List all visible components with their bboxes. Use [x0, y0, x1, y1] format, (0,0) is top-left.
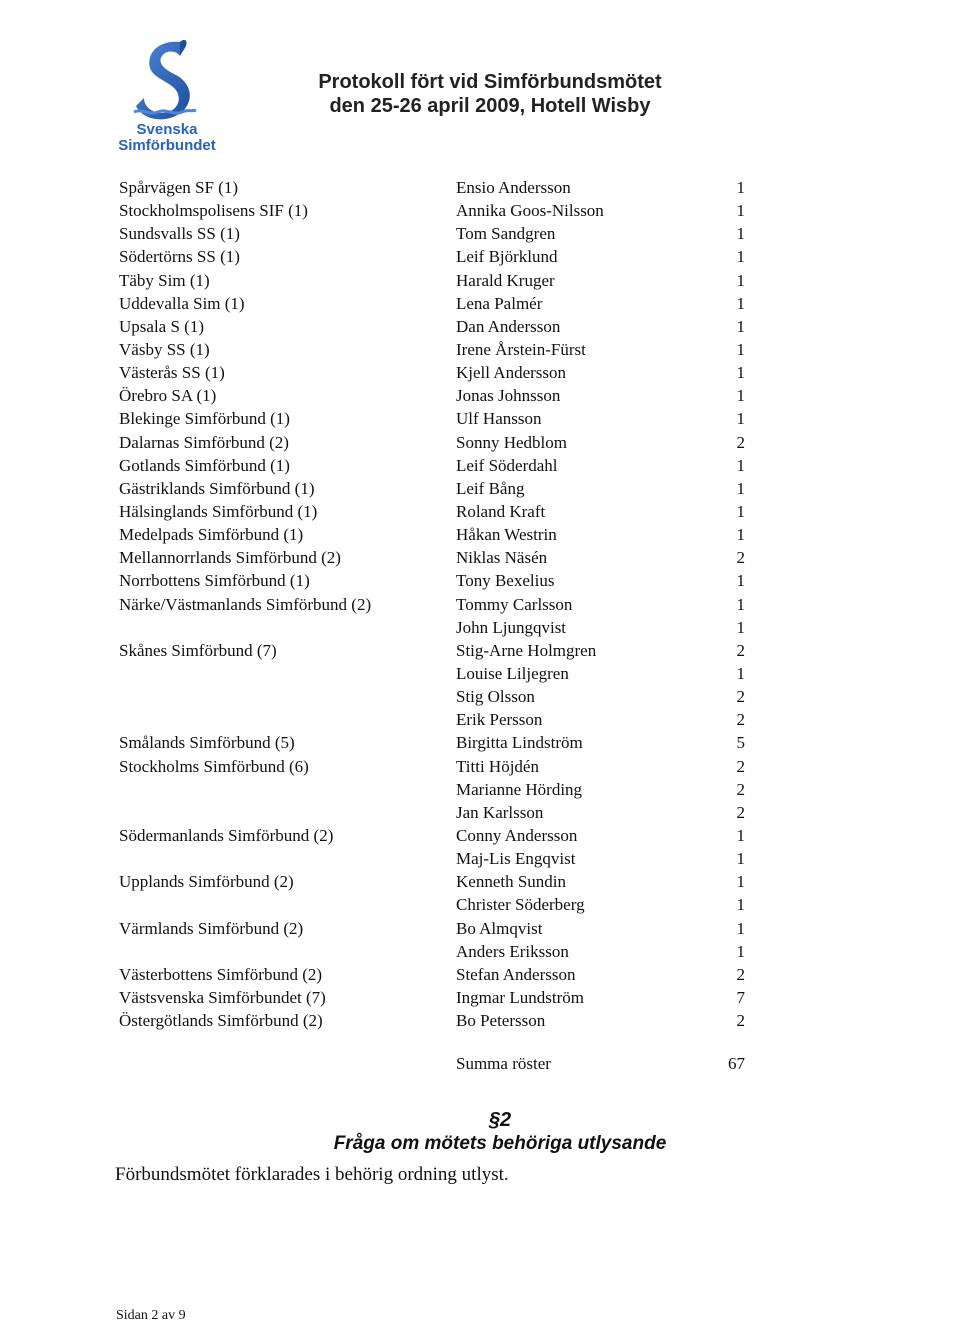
club-cell: Täby Sim (1)	[119, 270, 210, 290]
votes-cell: 1	[736, 455, 745, 475]
name-cell: Ensio Andersson	[456, 178, 571, 197]
votes-cell: 1	[736, 849, 745, 869]
logo-line-2: Simförbundet	[118, 137, 216, 154]
name-cell: Bo Almqvist	[456, 918, 543, 938]
votes-cell: 1	[736, 224, 745, 244]
votes-cell: 2	[736, 640, 745, 660]
name-cell: Louise Liljegren	[456, 663, 569, 683]
name-cell: Bo Petersson	[456, 1011, 546, 1031]
table-row	[0, 847, 960, 870]
club-cell: Västsvenska Simförbundet (7)	[119, 987, 326, 1007]
votes-cell: 1	[736, 478, 745, 498]
votes-cell: 1	[736, 316, 745, 336]
table-row	[0, 662, 960, 685]
table-row	[0, 361, 960, 384]
name-cell: Kenneth Sundin	[456, 872, 567, 892]
table-row	[0, 199, 960, 222]
club-cell: Gotlands Simförbund (1)	[119, 455, 290, 475]
table-row	[0, 454, 960, 477]
votes-cell: 1	[736, 270, 745, 290]
name-cell: John Ljungqvist	[456, 617, 567, 637]
name-cell: Ulf Hansson	[456, 409, 542, 429]
section-title: Fråga om mötets behöriga utlysande	[333, 1133, 667, 1154]
name-cell: Tommy Carlsson	[456, 594, 573, 614]
votes-cell: 2	[736, 779, 745, 799]
name-cell: Marianne Hörding	[456, 779, 583, 799]
name-cell: Leif Björklund	[456, 247, 558, 267]
table-row	[0, 477, 960, 500]
club-cell: Gästriklands Simförbund (1)	[119, 478, 315, 498]
votes-cell: 1	[736, 663, 745, 683]
table-row	[0, 870, 960, 893]
votes-cell: 1	[736, 363, 745, 383]
table-row	[0, 755, 960, 778]
club-cell: Väsby SS (1)	[119, 339, 210, 359]
table-row	[0, 593, 960, 616]
table-row	[0, 801, 960, 824]
votes-cell: 1	[736, 872, 745, 892]
name-cell: Dan Andersson	[456, 316, 561, 336]
votes-cell: 7	[736, 987, 745, 1007]
votes-cell: 2	[736, 548, 745, 568]
table-row	[0, 639, 960, 662]
name-cell: Birgitta Lindström	[456, 733, 583, 753]
name-cell: Niklas Näsén	[456, 548, 548, 568]
votes-cell: 2	[736, 1011, 745, 1031]
votes-cell: 1	[736, 825, 745, 845]
name-cell: Maj-Lis Engqvist	[456, 849, 576, 869]
table-row	[0, 963, 960, 986]
name-cell: Jonas Johnsson	[456, 386, 561, 406]
voting-table	[0, 176, 960, 1032]
table-row	[0, 500, 960, 523]
name-cell: Stefan Andersson	[456, 964, 576, 984]
votes-cell: 1	[736, 895, 745, 915]
section-heading	[300, 1108, 700, 1156]
table-row	[0, 292, 960, 315]
table-row	[0, 778, 960, 801]
name-cell: Stig Olsson	[456, 687, 535, 707]
name-cell: Tom Sandgren	[456, 224, 556, 244]
club-cell: Örebro SA (1)	[119, 386, 217, 406]
name-cell: Håkan Westrin	[456, 525, 557, 545]
section-body: Förbundsmötet förklarades i behörig ordning utlyst.	[115, 1164, 509, 1185]
votes-cell: 2	[736, 964, 745, 984]
name-cell: Stig-Arne Holmgren	[456, 640, 597, 660]
name-cell: Erik Persson	[456, 710, 543, 730]
name-cell: Roland Kraft	[456, 501, 546, 521]
table-row	[0, 917, 960, 940]
club-cell: Upsala S (1)	[119, 316, 204, 336]
votes-cell: 1	[736, 293, 745, 313]
club-cell: Uddevalla Sim (1)	[119, 293, 245, 313]
name-cell: Titti Höjdén	[456, 756, 539, 776]
club-cell: Stockholmspolisens SIF (1)	[119, 201, 308, 221]
table-row	[0, 731, 960, 754]
table-row	[0, 685, 960, 708]
votes-cell: 1	[736, 201, 745, 221]
name-cell: Lena Palmér	[456, 293, 543, 313]
club-cell: Värmlands Simförbund (2)	[119, 918, 304, 938]
votes-cell: 2	[736, 432, 745, 452]
table-row	[0, 1009, 960, 1032]
table-row	[0, 569, 960, 592]
name-cell: Conny Andersson	[456, 825, 578, 845]
section-number: §2	[488, 1109, 512, 1131]
club-cell: Smålands Simförbund (5)	[119, 733, 295, 753]
club-cell: Närke/Västmanlands Simförbund (2)	[119, 594, 372, 614]
votes-cell: 5	[736, 733, 745, 753]
table-row	[0, 384, 960, 407]
votes-cell: 1	[736, 178, 745, 197]
name-cell: Annika Goos-Nilsson	[456, 201, 604, 221]
table-row	[0, 523, 960, 546]
name-cell: Harald Kruger	[456, 270, 555, 290]
page-footer: Sidan 2 av 9	[116, 1308, 186, 1323]
club-cell: Östergötlands Simförbund (2)	[119, 1011, 323, 1031]
name-cell: Irene Årstein-Fürst	[456, 339, 586, 359]
summary-row	[0, 1054, 960, 1078]
summary-total: 67	[728, 1054, 745, 1073]
club-cell: Dalarnas Simförbund (2)	[119, 432, 289, 452]
votes-cell: 2	[736, 802, 745, 822]
table-row	[0, 708, 960, 731]
table-row	[0, 824, 960, 847]
club-cell: Spårvägen SF (1)	[119, 178, 238, 197]
votes-cell: 2	[736, 710, 745, 730]
table-row	[0, 986, 960, 1009]
page-title	[300, 70, 680, 118]
summary-label: Summa röster	[456, 1054, 551, 1073]
club-cell: Medelpads Simförbund (1)	[119, 525, 304, 545]
title-line-2: den 25-26 april 2009, Hotell Wisby	[329, 95, 651, 117]
club-cell: Upplands Simförbund (2)	[119, 872, 294, 892]
club-cell: Skånes Simförbund (7)	[119, 640, 277, 660]
votes-cell: 1	[736, 571, 745, 591]
votes-cell: 1	[736, 941, 745, 961]
votes-cell: 1	[736, 247, 745, 267]
table-row	[0, 176, 960, 199]
votes-cell: 1	[736, 501, 745, 521]
votes-cell: 1	[736, 386, 745, 406]
table-row	[0, 431, 960, 454]
club-cell: Södertörns SS (1)	[119, 247, 240, 267]
name-cell: Tony Bexelius	[456, 571, 555, 591]
table-row	[0, 940, 960, 963]
votes-cell: 1	[736, 525, 745, 545]
table-row	[0, 407, 960, 430]
name-cell: Anders Eriksson	[456, 941, 569, 961]
club-cell: Västerås SS (1)	[119, 363, 225, 383]
name-cell: Sonny Hedblom	[456, 432, 567, 452]
name-cell: Christer Söderberg	[456, 895, 585, 915]
club-cell: Stockholms Simförbund (6)	[119, 756, 309, 776]
table-row	[0, 269, 960, 292]
club-cell: Hälsinglands Simförbund (1)	[119, 501, 318, 521]
club-cell: Sundsvalls SS (1)	[119, 224, 240, 244]
logo	[112, 38, 222, 158]
club-cell: Västerbottens Simförbund (2)	[119, 964, 323, 984]
logo-line-1: Svenska	[136, 121, 198, 138]
table-row	[0, 893, 960, 916]
club-cell: Norrbottens Simförbund (1)	[119, 571, 310, 591]
title-line-1: Protokoll fört vid Simförbundsmötet	[318, 71, 662, 93]
name-cell: Leif Söderdahl	[456, 455, 558, 475]
votes-cell: 1	[736, 409, 745, 429]
club-cell: Blekinge Simförbund (1)	[119, 409, 290, 429]
table-row	[0, 616, 960, 639]
table-row	[0, 315, 960, 338]
votes-cell: 1	[736, 339, 745, 359]
votes-cell: 2	[736, 756, 745, 776]
club-cell: Mellannorrlands Simförbund (2)	[119, 548, 341, 568]
votes-cell: 1	[736, 918, 745, 938]
name-cell: Kjell Andersson	[456, 363, 567, 383]
name-cell: Leif Bång	[456, 478, 525, 498]
table-row	[0, 222, 960, 245]
votes-cell: 1	[736, 594, 745, 614]
votes-cell: 2	[736, 687, 745, 707]
swimming-s-logo-icon	[130, 38, 200, 124]
table-row	[0, 245, 960, 268]
table-row	[0, 546, 960, 569]
table-row	[0, 338, 960, 361]
name-cell: Ingmar Lundström	[456, 987, 584, 1007]
name-cell: Jan Karlsson	[456, 802, 544, 822]
votes-cell: 1	[736, 617, 745, 637]
club-cell: Södermanlands Simförbund (2)	[119, 825, 334, 845]
